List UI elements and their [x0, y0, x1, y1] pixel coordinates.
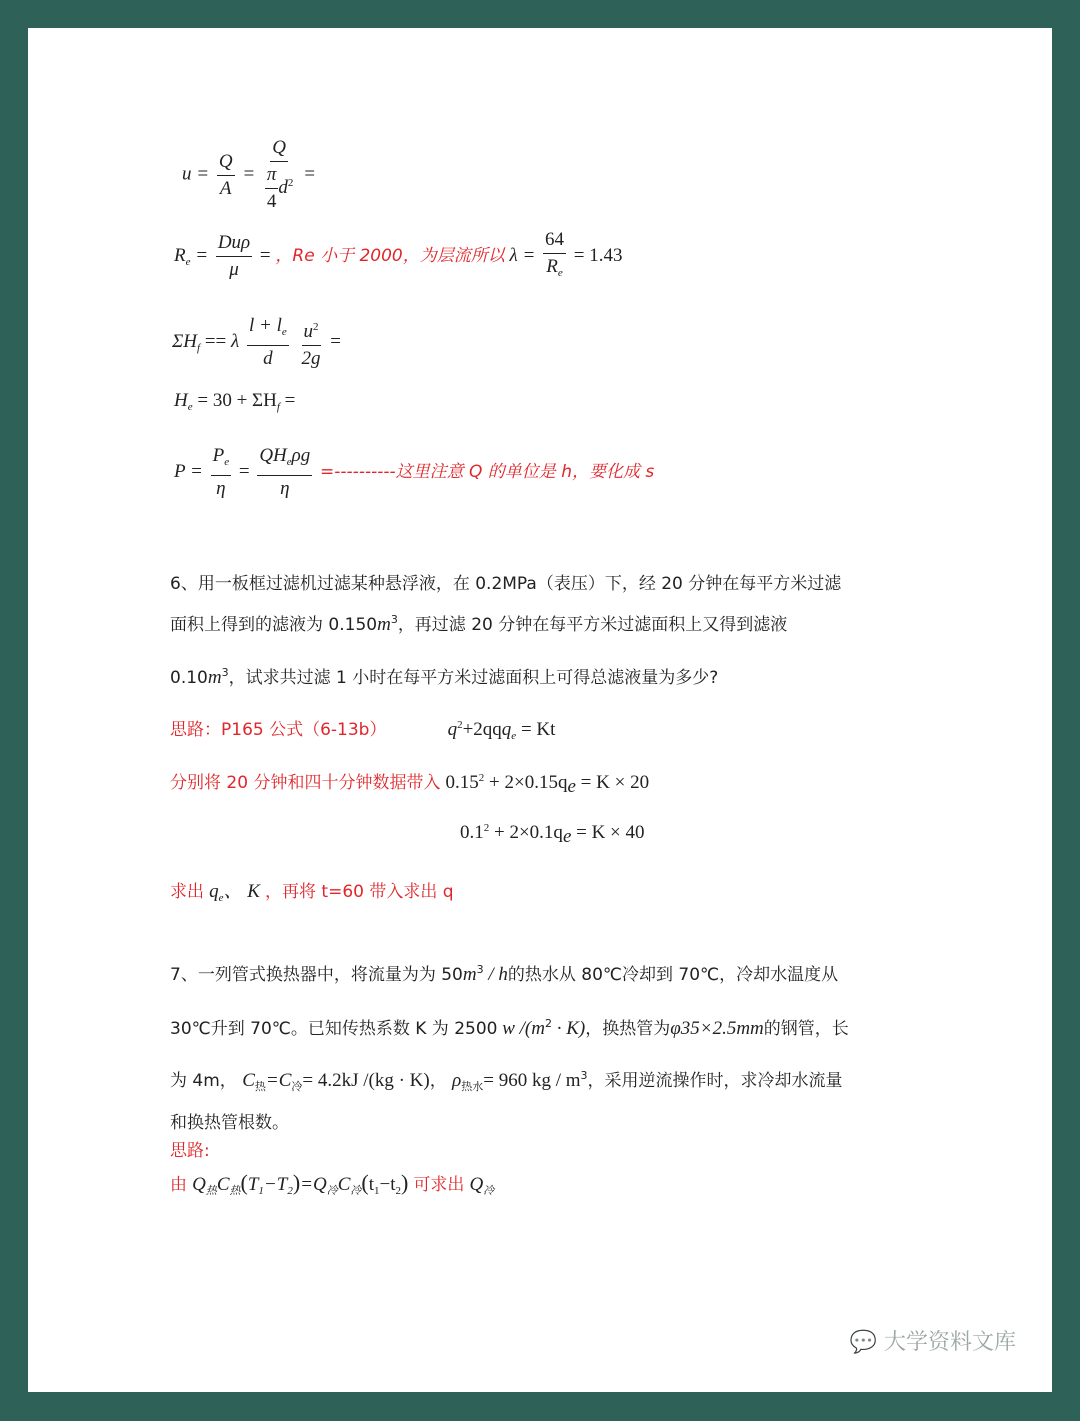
formula-power: P = $\frac{P_e}{\eta}$ = $\frac{QH_e\rho g}{\eta}$ =----------这里注意 Q 的单位是 h，要化成 s [174, 445, 655, 499]
q7-hint-label: 思路: [170, 1141, 210, 1161]
q7-line2: 30℃升到 70℃。已知传热系数 K 为 2500 w $/(m^2 \cdot K)$，换热管为φ35×2.5mm的钢管，长 [170, 1017, 849, 1039]
q7-line1: 7、一列管式换热器中，将流量为为 $50m^3$ / h的热水从 80℃冷却到 70℃，冷却水温度从 [170, 963, 839, 985]
wechat-icon: 💬 [849, 1330, 877, 1355]
power-note: =----------这里注意 Q 的单位是 h，要化成 s [320, 461, 655, 482]
q6-line2: 面积上得到的滤液为 $0.150m^3$，再过滤 20 分钟在每平方米过滤面积上又得到滤液 [170, 613, 788, 635]
q6-line3: $0.10m^3$，试求共过滤 1 小时在每平方米过滤面积上可得总滤液量为多少? [170, 666, 719, 688]
q7-line4: 和换热管根数。 [170, 1113, 289, 1133]
watermark: 💬 大学资料文库 [849, 1330, 1016, 1355]
reynolds-note: ，Re 小于 2000，为层流所以 [275, 245, 505, 266]
q6-solve: 求出 $q_e$、 K ，再将 t=60 带入求出 q [170, 881, 454, 904]
q7-hint-formula: 由 $Q_热C_热(T_1-T_2)=Q_冷C_冷(t_1-t_2)$ 可求出 $Q_冷$ [170, 1170, 495, 1197]
formula-friction-loss: $\Sigma H_f == \lambda$ $\frac{l + l_e}{d}$ $\frac{u^2}{2g}$ = [172, 315, 341, 369]
q6-hint: 思路：P165 公式（6-13b） $q^2+2qqq_e = Kt$ [170, 719, 556, 742]
formula-reynolds: $R_e$ = $\frac{\text{Duρ}}{\mu}$ = ，Re 小于 2000，为层流所以 λ = $\frac{64}{R_e}$ = 1.43 [174, 229, 623, 280]
q6-line1: 6、用一板框过滤机过滤某种悬浮液，在 0.2MPa（表压）下，经 20 分钟在每平方米过滤 [170, 574, 842, 594]
q6-substitution: 分别将 20 分钟和四十分钟数据带入 $0.15^2 + 2\times 0.15q_e = K \times 20$ [170, 772, 650, 797]
q6-eq2: $0.1^2 + 2\times 0.1q_e = K \times 40$ [460, 822, 645, 847]
formula-head: $H_e = 30 + \Sigma H_f$ = [174, 390, 296, 413]
formula-velocity: u = $\frac{Q}{A}$ = Q $\frac{\pi}{4}$ $d^2$ = [182, 137, 316, 212]
q7-line3: 为 4m， $C_热=C_冷= 4.2kJ$ /(kg · K)， $\rho_{热水}= 960$ kg / $m^3$，采用逆流操作时，求冷却水流量 [170, 1069, 843, 1093]
document-page [28, 28, 1052, 1392]
